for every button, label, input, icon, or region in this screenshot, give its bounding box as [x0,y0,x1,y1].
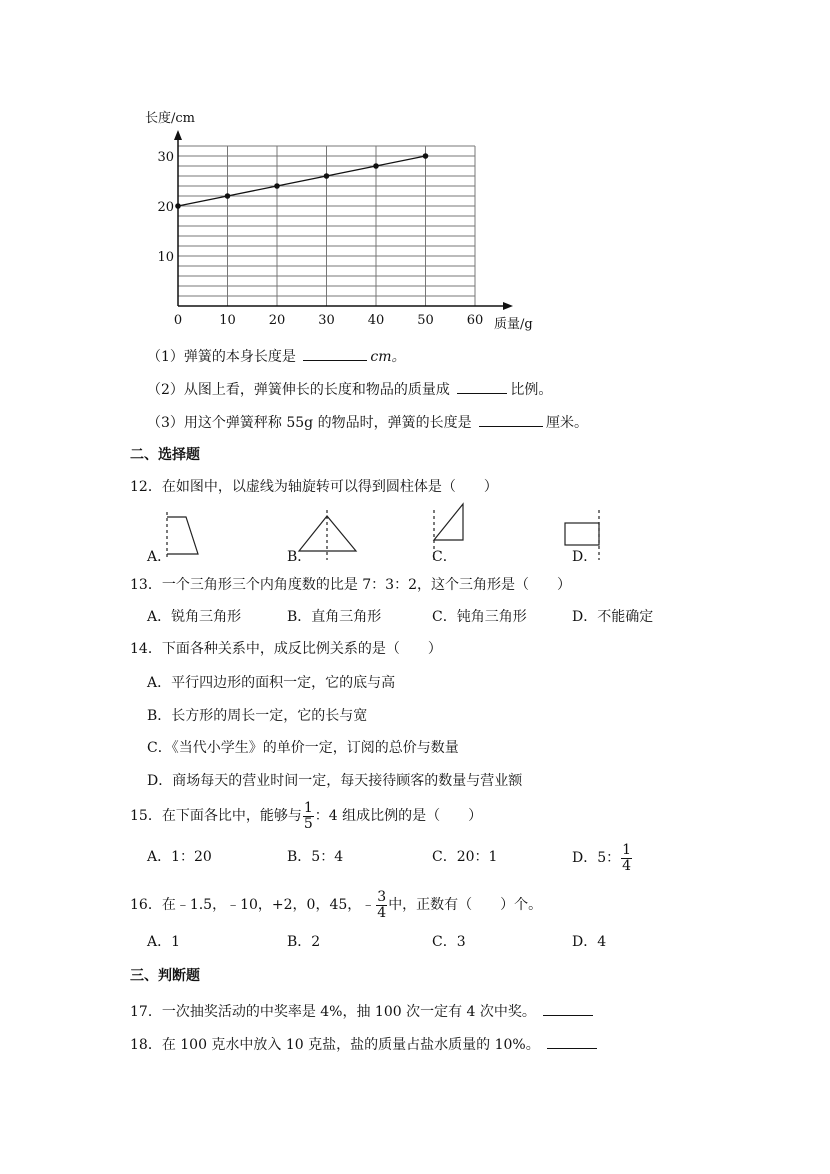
answer-blank[interactable] [543,1001,593,1016]
q16-option-c[interactable]: C．3 [432,934,466,950]
q15-option-d[interactable] [572,842,633,874]
q16-stem [130,889,542,921]
data-point [324,173,330,179]
q12-option-d[interactable]: D． [572,549,598,565]
q16-stem-a: 16．在﹣1.5，﹣10，+2，0，45，﹣ [130,897,376,913]
q12-option-b[interactable]: B． [287,549,312,565]
y-tick-label: 20 [157,200,174,215]
fraction [303,801,314,832]
q11-p2-text: （2）从图上看，弹簧伸长的长度和物品的质量成 [147,382,450,398]
section-heading-choice: 二、选择题 [130,447,200,463]
q11-part2 [147,379,552,399]
x-tick-label: 20 [268,313,286,328]
fraction [376,890,387,921]
q12-option-a[interactable]: A． [147,549,172,565]
x-tick-label: 10 [219,313,236,328]
q13-option-c[interactable]: C．钝角三角形 [432,609,527,625]
fraction [621,843,632,874]
q11-part3 [147,412,588,432]
x-tick-label: 60 [466,313,484,328]
numerator: 1 [303,799,313,816]
answer-blank[interactable] [547,1034,597,1049]
q15-stem [130,800,482,832]
q17-text: 17．一次抽奖活动的中奖率是 4%，抽 100 次一定有 4 次中奖。 [130,1004,536,1020]
data-point [175,203,181,209]
q18-text: 18．在 100 克水中放入 10 克盐，盐的质量占盐水质量的 10%。 [130,1037,540,1053]
x-tick-label: 0 [173,313,183,328]
answer-blank[interactable] [303,346,367,361]
x-tick-label: 30 [318,313,335,328]
y-axis-label: 长度/cm [145,111,195,126]
q14-option-d[interactable]: D．商场每天的营业时间一定，每天接待顾客的数量与营业额 [147,773,523,789]
q15-stem-a: 15．在下面各比中，能够与 [130,808,302,824]
data-point [225,193,231,199]
q11-p1-text: （1）弹簧的本身长度是 [147,349,296,365]
section-heading-judge: 三、判断题 [130,968,200,984]
x-tick-label: 40 [367,313,385,328]
y-tick-label: 30 [157,150,174,165]
q11-p2-end: 比例。 [510,382,553,398]
series-line [178,156,426,206]
denominator: 4 [377,904,387,921]
q13-option-b[interactable]: B．直角三角形 [287,609,382,625]
spring-length-chart [0,0,830,340]
q11-p3-text: （3）用这个弹簧秤称 55g 的物品时，弹簧的长度是 [147,415,472,431]
rectangle-figure [565,510,599,560]
right-triangle-figure [434,504,463,560]
q11-p3-end: 厘米。 [546,415,589,431]
q12-figures [0,500,830,565]
q11-part1 [147,346,406,366]
q15-option-d-text: D．5： [572,850,621,866]
q16-option-a[interactable]: A．1 [147,934,181,950]
q13-option-a[interactable]: A．锐角三角形 [147,609,242,625]
q13-option-d[interactable]: D．不能确定 [572,609,654,625]
q17 [130,1001,596,1021]
q14-option-b[interactable]: B．长方形的周长一定，它的长与宽 [147,708,368,724]
answer-blank[interactable] [479,412,543,427]
data-point [373,163,379,169]
q16-stem-b: 中，正数有（ ）个。 [388,897,543,913]
y-tick-label: 10 [157,250,174,265]
answer-blank[interactable] [457,379,507,394]
q15-option-a[interactable]: A．1：20 [147,849,212,865]
x-axis-arrow [503,302,513,310]
q15-option-b[interactable]: B．5：4 [287,849,344,865]
q12-stem: 12．在如图中，以虚线为轴旋转可以得到圆柱体是（ ） [130,479,498,495]
numerator: 3 [377,888,387,905]
q18 [130,1034,600,1054]
y-axis-arrow [174,130,182,140]
denominator: 4 [622,857,632,874]
q15-stem-b: ：4 组成比例的是（ ） [314,808,483,824]
triangle-figure [299,510,356,560]
data-point [423,153,429,159]
q15-option-c[interactable]: C．20：1 [432,849,498,865]
trapezoid-figure [167,512,198,557]
q14-option-a[interactable]: A．平行四边形的面积一定，它的底与高 [147,675,396,691]
q16-option-b[interactable]: B．2 [287,934,321,950]
q16-option-d[interactable]: D．4 [572,934,607,950]
data-point [274,183,280,189]
q14-option-c[interactable]: C．《当代小学生》的单价一定，订阅的总价与数量 [147,740,459,756]
x-axis-label: 质量/g [494,317,533,332]
q14-stem: 14．下面各种关系中，成反比例关系的是（ ） [130,641,442,657]
q13-stem: 13．一个三角形三个内角度数的比是 7：3：2，这个三角形是（ ） [130,577,571,593]
numerator: 1 [622,841,632,858]
x-tick-label: 50 [417,313,434,328]
denominator: 5 [303,815,313,832]
q12-option-c[interactable]: C． [432,549,457,565]
unit: cm。 [370,349,406,365]
